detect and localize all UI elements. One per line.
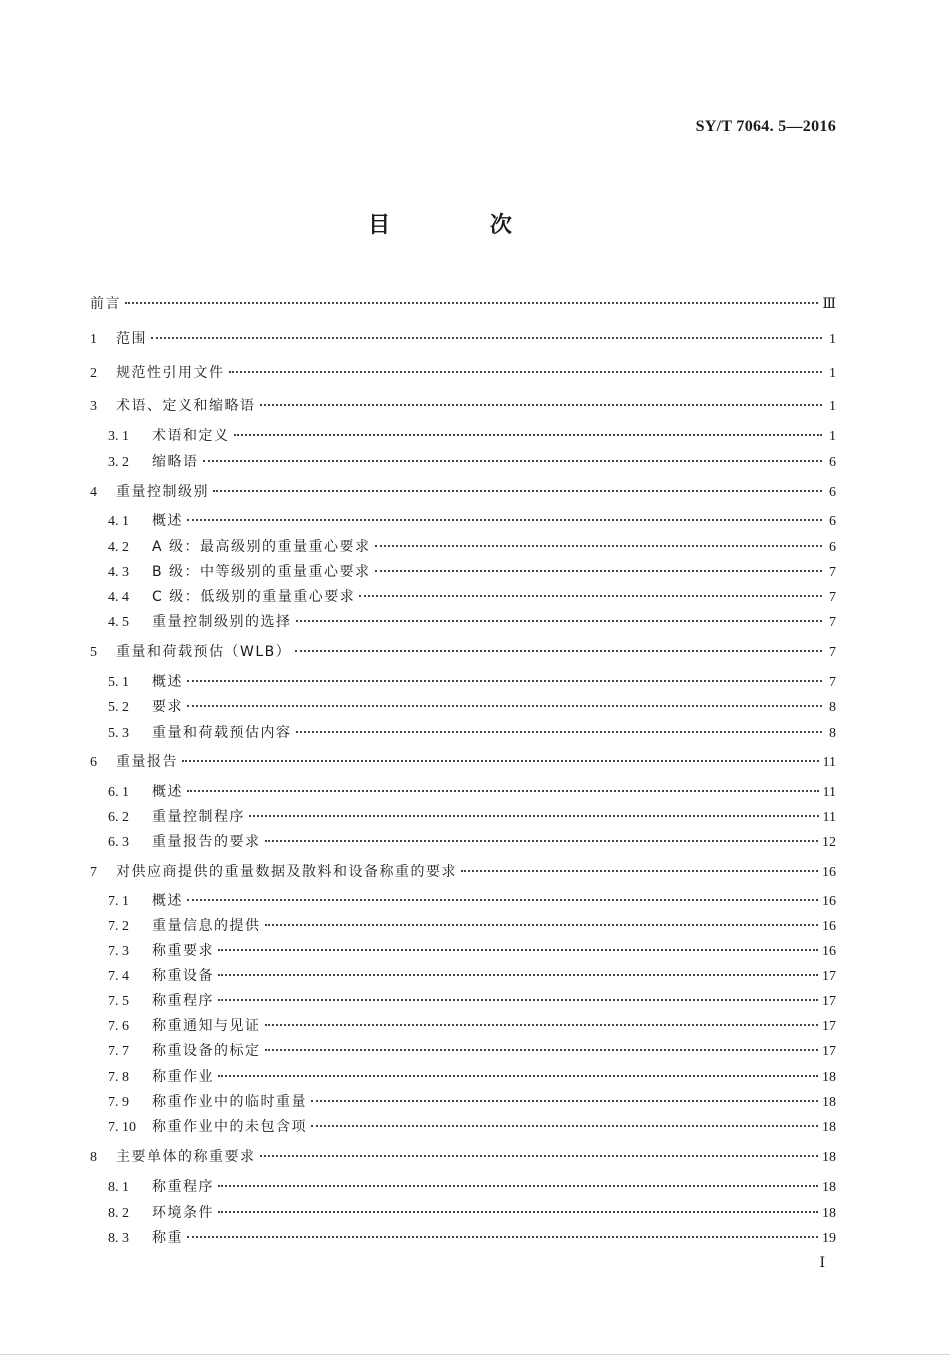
toc-entry[interactable]	[108, 1118, 836, 1137]
toc-entry-number: 6	[90, 755, 97, 770]
toc-entry[interactable]	[108, 427, 836, 446]
toc-dot-leader	[461, 870, 818, 872]
toc-entry-number: 7. 1	[108, 894, 129, 909]
toc-entry-page: 11	[822, 755, 836, 770]
toc-entry-number: 4. 4	[108, 590, 129, 605]
toc-entry[interactable]	[108, 1017, 836, 1036]
toc-entry-page: 8	[829, 726, 836, 741]
toc-entry-number: 5. 3	[108, 726, 129, 741]
toc-entry-title: 称重作业中的未包含项	[152, 1119, 307, 1135]
toc-entry-title: 称重设备的标定	[152, 1043, 261, 1059]
toc-entry[interactable]	[108, 1042, 836, 1061]
toc-entry-number: 4. 1	[108, 514, 129, 529]
toc-entry-title: 范围	[116, 331, 147, 347]
toc-entry-page: 18	[822, 1070, 836, 1085]
toc-entry-title: 概述	[152, 513, 183, 529]
toc-entry-page: 6	[829, 514, 836, 529]
toc-dot-leader	[265, 924, 819, 926]
toc-dot-leader	[295, 650, 822, 652]
toc-dot-leader	[182, 760, 819, 762]
toc-entry[interactable]	[108, 1204, 836, 1223]
toc-entry-number: 7. 9	[108, 1095, 129, 1110]
toc-entry-number: 8	[90, 1150, 97, 1165]
toc-entry-page: 1	[829, 366, 836, 381]
toc-dot-leader	[218, 1185, 818, 1187]
toc-entry[interactable]	[108, 538, 836, 557]
toc-entry-title: 重量报告的要求	[152, 834, 261, 850]
toc-entry[interactable]	[108, 724, 836, 743]
toc-entry-page: 12	[822, 835, 836, 850]
toc-entry-title: B 级：中等级别的重量重心要求	[152, 564, 371, 580]
toc-entry-title: 重量控制级别	[116, 484, 209, 500]
page-number: Ⅰ	[819, 1256, 825, 1271]
toc-entry-page: 19	[822, 1231, 836, 1246]
toc-entry[interactable]	[90, 753, 836, 772]
toc-entry-number: 6. 1	[108, 785, 129, 800]
toc-entry[interactable]	[90, 397, 836, 416]
toc-dot-leader	[375, 545, 822, 547]
toc-entry-title: 术语、定义和缩略语	[116, 398, 256, 414]
toc-dot-leader	[203, 460, 823, 462]
toc-entry-number: 8. 3	[108, 1231, 129, 1246]
toc-entry[interactable]	[90, 863, 836, 882]
toc-entry[interactable]	[108, 917, 836, 936]
toc-entry[interactable]	[108, 967, 836, 986]
toc-entry[interactable]	[108, 512, 836, 531]
toc-entry-number: 7. 3	[108, 944, 129, 959]
toc-entry-number: 1	[90, 332, 97, 347]
toc-dot-leader	[151, 337, 822, 339]
toc-dot-leader	[218, 1075, 818, 1077]
toc-entry-title: 主要单体的称重要求	[116, 1149, 256, 1165]
toc-entry[interactable]	[108, 613, 836, 632]
toc-entry-number: 2	[90, 366, 97, 381]
toc-entry-title: 环境条件	[152, 1205, 214, 1221]
toc-entry[interactable]	[108, 1093, 836, 1112]
toc-entry-page: 1	[829, 332, 836, 347]
toc-entry[interactable]	[90, 330, 836, 349]
toc-entry-page: 16	[822, 894, 836, 909]
toc-dot-leader	[187, 790, 819, 792]
toc-entry-number: 3	[90, 399, 97, 414]
toc-entry-page: 1	[829, 429, 836, 444]
toc-entry[interactable]	[108, 698, 836, 717]
toc-entry-title: 缩略语	[152, 454, 199, 470]
toc-dot-leader	[213, 490, 822, 492]
toc-entry-number: 4. 5	[108, 615, 129, 630]
toc-dot-leader	[187, 899, 818, 901]
toc-entry-page: 18	[822, 1150, 836, 1165]
toc-entry-number: 3. 1	[108, 429, 129, 444]
toc-entry-number: 6. 3	[108, 835, 129, 850]
toc-dot-leader	[187, 519, 822, 521]
toc-dot-leader	[249, 815, 819, 817]
toc-dot-leader	[260, 404, 823, 406]
toc-entry-page: 1	[829, 399, 836, 414]
toc-entry-page: 6	[829, 540, 836, 555]
toc-entry-number: 5	[90, 645, 97, 660]
toc-entry-page: 18	[822, 1206, 836, 1221]
toc-entry-page: 11	[822, 810, 836, 825]
standard-code: SY/T 7064. 5—2016	[695, 118, 836, 135]
toc-entry-number: 7. 7	[108, 1044, 129, 1059]
toc-entry-page: 18	[822, 1180, 836, 1195]
toc-entry-title: C 级：低级别的重量重心要求	[152, 589, 356, 605]
toc-dot-leader	[187, 705, 822, 707]
toc-entry-title: 重量报告	[116, 754, 178, 770]
toc-entry-number: 8. 1	[108, 1180, 129, 1195]
toc-dot-leader	[260, 1155, 819, 1157]
toc-entry-title: A 级：最高级别的重量重心要求	[152, 539, 371, 555]
toc-entry-title: 称重设备	[152, 968, 214, 984]
toc-dot-leader	[218, 999, 818, 1001]
toc-dot-leader	[218, 949, 818, 951]
toc-entry-page: 16	[822, 919, 836, 934]
toc-dot-leader	[229, 371, 823, 373]
toc-entry-page: 17	[822, 969, 836, 984]
bottom-divider	[0, 1354, 950, 1355]
toc-entry-page: 7	[829, 565, 836, 580]
toc-entry-title: 重量信息的提供	[152, 918, 261, 934]
toc-entry[interactable]	[108, 942, 836, 961]
table-of-contents	[90, 0, 836, 1372]
toc-entry-title: 称重作业	[152, 1069, 214, 1085]
toc-entry[interactable]	[108, 588, 836, 607]
toc-entry[interactable]	[108, 833, 836, 852]
toc-entry-number: 7. 10	[108, 1120, 136, 1135]
toc-entry-page: 7	[829, 645, 836, 660]
toc-dot-leader	[375, 570, 822, 572]
toc-dot-leader	[311, 1125, 818, 1127]
toc-entry-title: 概述	[152, 674, 183, 690]
toc-entry[interactable]	[108, 808, 836, 827]
toc-entry-number: 6. 2	[108, 810, 129, 825]
toc-entry-page: 7	[829, 590, 836, 605]
toc-entry[interactable]	[90, 364, 836, 383]
toc-entry-number: 8. 2	[108, 1206, 129, 1221]
toc-entry[interactable]	[108, 1229, 836, 1248]
toc-entry-title: 对供应商提供的重量数据及散料和设备称重的要求	[116, 864, 457, 880]
toc-entry-title: 前言	[90, 296, 121, 312]
toc-dot-leader	[359, 595, 822, 597]
toc-entry-page: 17	[822, 1044, 836, 1059]
toc-entry[interactable]	[90, 1148, 836, 1167]
toc-entry[interactable]	[90, 483, 836, 502]
toc-dot-leader	[265, 840, 819, 842]
toc-entry[interactable]	[90, 643, 836, 662]
toc-entry-title: 称重要求	[152, 943, 214, 959]
toc-entry-number: 5. 1	[108, 675, 129, 690]
toc-entry-page: 16	[822, 865, 836, 880]
toc-entry[interactable]	[108, 563, 836, 582]
toc-entry-number: 7. 8	[108, 1070, 129, 1085]
toc-entry-number: 7	[90, 865, 97, 880]
toc-entry-number: 7. 2	[108, 919, 129, 934]
toc-entry-page: 17	[822, 1019, 836, 1034]
toc-entry[interactable]	[108, 453, 836, 472]
toc-entry-title: 重量和荷载预估（WLB）	[116, 644, 292, 660]
toc-entry[interactable]	[108, 1178, 836, 1197]
toc-entry-title: 重量和荷载预估内容	[152, 725, 292, 741]
toc-entry-page: 18	[822, 1095, 836, 1110]
toc-dot-leader	[234, 434, 823, 436]
toc-entry-page: 6	[829, 485, 836, 500]
toc-entry-number: 7. 4	[108, 969, 129, 984]
toc-title: 目 次	[368, 213, 558, 238]
toc-entry-title: 称重程序	[152, 993, 214, 1009]
toc-dot-leader	[311, 1100, 818, 1102]
toc-entry-page: Ⅲ	[822, 297, 836, 312]
toc-entry-title: 规范性引用文件	[116, 365, 225, 381]
toc-entry-page: 8	[829, 700, 836, 715]
toc-dot-leader	[187, 680, 822, 682]
toc-dot-leader	[125, 302, 818, 304]
toc-entry-number: 4. 3	[108, 565, 129, 580]
toc-entry-page: 7	[829, 675, 836, 690]
toc-entry-title: 重量控制程序	[152, 809, 245, 825]
toc-entry-number: 7. 6	[108, 1019, 129, 1034]
toc-entry-title: 要求	[152, 699, 183, 715]
toc-entry-title: 重量控制级别的选择	[152, 614, 292, 630]
toc-entry-page: 7	[829, 615, 836, 630]
toc-entry-title: 概述	[152, 893, 183, 909]
toc-entry-page: 11	[822, 785, 836, 800]
toc-entry-page: 16	[822, 944, 836, 959]
toc-dot-leader	[187, 1236, 818, 1238]
toc-entry-number: 5. 2	[108, 700, 129, 715]
toc-entry[interactable]	[90, 295, 836, 314]
toc-entry[interactable]	[108, 1068, 836, 1087]
toc-entry-number: 4	[90, 485, 97, 500]
toc-entry-number: 3. 2	[108, 455, 129, 470]
toc-entry-number: 7. 5	[108, 994, 129, 1009]
toc-entry-title: 称重作业中的临时重量	[152, 1094, 307, 1110]
toc-entry[interactable]	[108, 673, 836, 692]
toc-dot-leader	[218, 974, 818, 976]
toc-dot-leader	[265, 1049, 819, 1051]
toc-entry[interactable]	[108, 892, 836, 911]
toc-dot-leader	[265, 1024, 819, 1026]
toc-dot-leader	[218, 1211, 818, 1213]
toc-entry-title: 概述	[152, 784, 183, 800]
toc-entry[interactable]	[108, 992, 836, 1011]
toc-dot-leader	[296, 731, 823, 733]
toc-entry-page: 17	[822, 994, 836, 1009]
toc-entry-title: 术语和定义	[152, 428, 230, 444]
toc-entry-title: 称重通知与见证	[152, 1018, 261, 1034]
toc-dot-leader	[296, 620, 823, 622]
toc-entry-page: 18	[822, 1120, 836, 1135]
toc-entry-title: 称重	[152, 1230, 183, 1246]
toc-entry-page: 6	[829, 455, 836, 470]
toc-entry-number: 4. 2	[108, 540, 129, 555]
toc-entry-title: 称重程序	[152, 1179, 214, 1195]
toc-entry[interactable]	[108, 783, 836, 802]
